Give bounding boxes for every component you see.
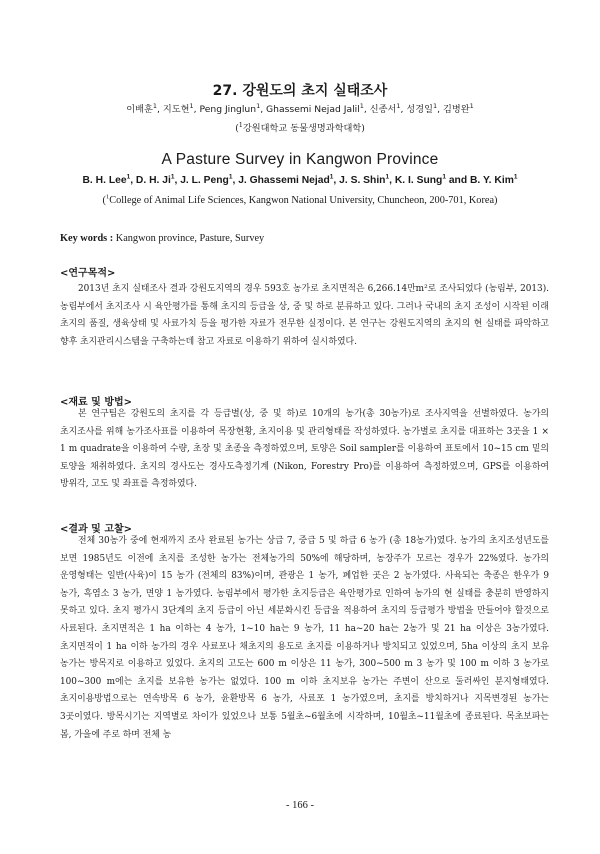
author-list-korean: 이배훈$^1$, 지도현$^1$, Peng Jinglun$^1$, Ghassemi Nejad Jalil$^1$, 신종서$^1$, 성경일$^1$, 김병완$^1$ [126, 101, 474, 115]
section-heading-results: <결과 및 고찰> [60, 524, 133, 535]
affiliation-korean: ($^1$강원대학교 동물생명과학대학) [235, 120, 365, 134]
author-name: B. Y. Kim$^1$ [469, 173, 518, 186]
author-list-english: B. H. Lee$^1$, D. H. Ji$^1$, J. L. Peng$^1$, J. Ghassemi Nejad$^1$, J. S. Shin$^1$, K. I. Sung$^1$ and B. Y. Kim$^1$ [82, 173, 518, 186]
author-name: 성경일$^1$ [406, 101, 438, 115]
keywords [60, 233, 550, 244]
section-paragraph-results: 전체 30농가 중에 현재까지 조사 완료된 농가는 상급 7, 중급 5 및 하급 6 농가 (총 18농가)였다. 농가의 초지조성년도를 보면 1985년도 이전에 초지를 조성한 농가는 전체농가의 50%에 해당하며, 농장주가 모르는 경우가 22%였다. 농가의 운영형태는 일반(사육)이 15 농가 (전체의 83%)이며, 관광은 1 농가, 폐업한 곳은 2 농가였다. 사육되는 축종은 한우가 9 농가, 흑염소 3 농가, 면양 1 농가였다. 농림부에서 평가한 초지등급은 육안평가로 인하여 농가의 현 실태를 충분히 반영하지 못하고 있다. 초지 평가시 3단계의 초지 등급이 아닌 세분화시킨 등급을 적용하여 초지의 등급평가 방법을 만들어야 할것으로 사료된다. 초지면적은 1 ha 이하는 4 농가, 1~10 ha는 9 농가, 11 ha~20 ha는 2농가 및 21 ha 이상은 3농가였다. 초지면적이 1 ha 이하 농가의 경우 사료포나 채초지의 용도로 초지를 이용하거나 방치되고 있었으며, 5ha 이상의 초지 보유 농가는 방목지로 이용하고 있었다. 초지의 고도는 600 m 이상은 11 농가, 300~500 m 3 농가 및 100 m 이하 3 농가로 100~300 m에는 초지를 보유한 농가는 없었다. 100 m 이하 초지보유 농가는 주변이 산으로 둘러싸인 분지형태였다. 초지이용방법으로는 연속방목 6 농가, 윤환방목 6 농가, 사료포 1 농가였으며, 초지를 방치하거나 지목변경된 농가는 3곳이였다. 방목시기는 지역별로 차이가 있었으나 보통 5월초~6월초에 시작하며, 10월초~11월초에 종료된다. 목초보파는 봄, 가을에 주로 하며 전체 농 [60, 536, 549, 740]
author-name: J. Ghassemi Nejad$^1$ [238, 173, 334, 186]
paper-title-korean: 27. 강원도의 초지 실태조사 [212, 83, 388, 99]
affiliation-english: ($^1$College of Animal Life Sciences, Kangwon National University, Chuncheon, 200-701, Korea) [102, 193, 498, 206]
author-name: 신종서$^1$ [369, 101, 401, 115]
author-name: D. H. Ji$^1$ [135, 173, 175, 186]
section-paragraph-objective: 2013년 초지 실태조사 결과 강원도지역의 경우 593호 농가로 초지면적은 6,266.14만m²로 조사되었다 (농림부, 2013). 농림부에서 초지조사 시 육안평가를 통해 초지의 등급을 상, 중 및 하로 분류하고 있다. 그러나 국내의 초지 조성이 시작된 이래 초지의 품질, 생육상태 및 사료가치 등을 평가한 자료가 전무한 실정이다. 본 연구는 강원도지역의 초지의 현 실태를 파악하고 향후 초지관리시스템을 구축하는데 참고 자료로 이용하기 위하여 실시하였다. [60, 284, 549, 347]
author-name: B. H. Lee$^1$ [82, 173, 131, 186]
keywords-text: Kangwon province, Pasture, Survey [113, 233, 265, 244]
section-heading-objective: <연구목적> [60, 268, 116, 279]
page-number: - 166 - [286, 800, 314, 811]
author-name: Ghassemi Nejad Jalil$^1$ [266, 101, 364, 115]
author-name: 지도현$^1$ [162, 101, 194, 115]
section-heading-methods: <재료 및 방법> [60, 397, 133, 408]
paper-title-english: A Pasture Survey in Kangwon Province [161, 151, 439, 168]
author-name: J. S. Shin$^1$ [339, 173, 390, 186]
author-name: K. I. Sung$^1$ [394, 173, 446, 186]
author-name: 김병완$^1$ [442, 101, 474, 115]
section-paragraph-methods: 본 연구팀은 강원도의 초지를 각 등급별(상, 중 및 하)로 10개의 농가(총 30농가)로 조사지역을 선별하였다. 농가의 초지조사를 위해 농가조사표를 이용하여 목장현황, 초지이용 및 관리형태를 작성하였다. 농가별로 초지를 대표하는 3곳을 1 × 1 m quadrate을 이용하여 수량, 초장 및 초종을 측정하였으며, 토양은 Soil sampler를 이용하여 표토에서 10~15 cm 밑의 토양을 채취하였다. 초지의 경사도는 경사도측정기계 (Nikon, Forestry Pro)를 이용하여 측정하였으며, GPS를 이용하여 방위각, 고도 및 좌표를 측정하였다. [60, 409, 549, 490]
keywords-label: Key words : [60, 233, 114, 244]
author-name: Peng Jinglun$^1$ [199, 101, 261, 115]
author-name: J. L. Peng$^1$ [180, 173, 233, 186]
author-name: 이배훈$^1$ [126, 101, 158, 115]
